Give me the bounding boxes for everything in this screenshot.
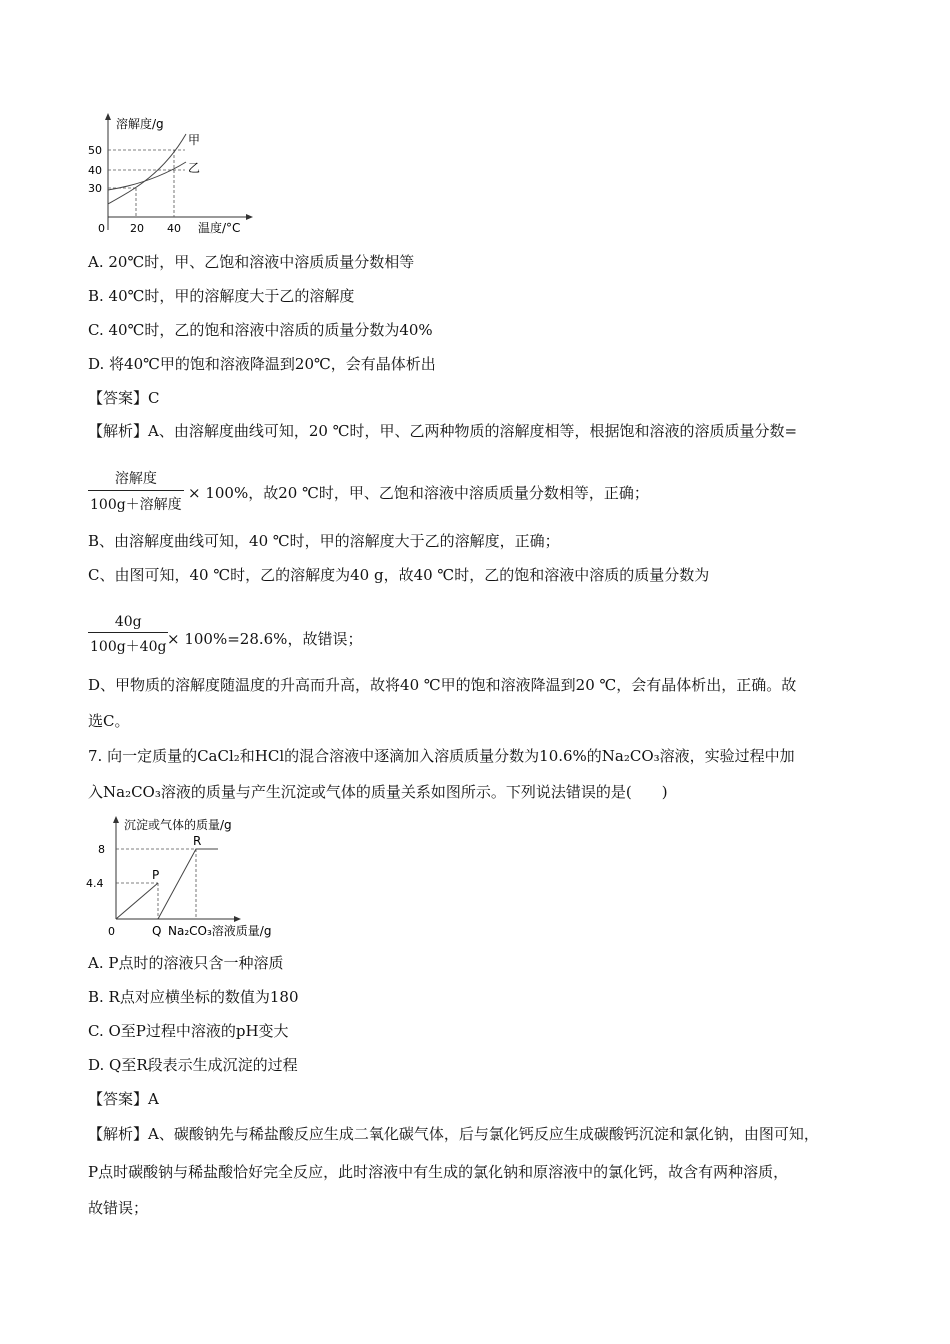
q7-analysis-line3: 故错误； [88, 1199, 149, 1217]
point-q-label: Q [152, 924, 162, 938]
origin-label: 0 [108, 925, 115, 938]
q6-analysis-d: D、甲物质的溶解度随温度的升高而升高，故将40 ℃甲的饱和溶液降温到20 ℃，会有晶体析出，正确。故 [88, 676, 797, 694]
q6-option-b: B. 40℃时，甲的溶解度大于乙的溶解度 [88, 287, 355, 305]
y-axis-label: 溶解度/g [116, 117, 164, 131]
y-tick-30: 30 [88, 182, 102, 195]
x-axis-label: Na₂CO₃溶液质量/g [168, 924, 272, 938]
point-r-label: R [193, 834, 202, 848]
q7-analysis-line2: P点时碳酸钠与稀盐酸恰好完全反应，此时溶液中有生成的氯化钠和原溶液中的氯化钙，故含有两种溶质， [88, 1163, 789, 1181]
q7-stem-line2: 入Na₂CO₃溶液的质量与产生沉淀或气体的质量关系如图所示。下列说法错误的是( ) [88, 783, 668, 801]
precipitate-line [158, 849, 218, 919]
q6-option-a: A. 20℃时，甲、乙饱和溶液中溶质质量分数相等 [88, 253, 415, 271]
q6-option-d: D. 将40℃甲的饱和溶液降温到20℃，会有晶体析出 [88, 355, 436, 373]
y-tick-4-4: 4.4 [86, 877, 104, 890]
q6-analysis-a-cont: × 100%，故20 ℃时，甲、乙饱和溶液中溶质质量分数相等，正确； [188, 484, 649, 502]
fraction-numerator: 40g [114, 614, 142, 630]
q7-option-a: A. P点时的溶液只含一种溶质 [88, 954, 284, 972]
series-label-jia: 甲 [188, 133, 201, 147]
y-tick-8: 8 [98, 843, 105, 856]
fraction-numerator: 溶解度 [114, 471, 157, 487]
q6-analysis-c: C、由图可知，40 ℃时，乙的溶解度为40 g，故40 ℃时，乙的饱和溶液中溶质的质量分数为 [88, 566, 710, 584]
y-axis-label: 沉淀或气体的质量/g [124, 818, 232, 832]
gas-line [116, 883, 158, 919]
q6-analysis-a: 【解析】A、由溶解度曲线可知，20 ℃时，甲、乙两种物质的溶解度相等，根据饱和溶液的溶质质量分数= [88, 422, 798, 440]
fraction-28-6 [88, 614, 168, 656]
x-tick-0: 0 [98, 222, 105, 235]
q6-answer: 【答案】C [88, 389, 160, 407]
q7-analysis-line1: 【解析】A、碳酸钠先与稀盐酸反应生成二氧化碳气体，后与氯化钙反应生成碳酸钙沉淀和氯化钠，由图可知， [88, 1125, 819, 1143]
point-p-label: P [152, 868, 160, 882]
fraction-denominator: 100g＋40g [88, 632, 168, 656]
fraction-denominator: 100g＋溶解度 [88, 490, 184, 514]
x-tick-20: 20 [130, 222, 144, 235]
q6-analysis-d-cont: 选C。 [88, 712, 130, 730]
q7-option-b: B. R点对应横坐标的数值为180 [88, 988, 299, 1006]
q7-stem-line1: 7. 向一定质量的CaCl₂和HCl的混合溶液中逐滴加入溶质质量分数为10.6%的Na₂CO₃溶液，实验过程中加 [88, 747, 795, 765]
y-tick-40: 40 [88, 164, 102, 177]
y-tick-50: 50 [88, 144, 102, 157]
q6-analysis-c-cont: × 100%=28.6%，故错误； [167, 630, 363, 648]
q7-option-d: D. Q至R段表示生成沉淀的过程 [88, 1056, 298, 1074]
x-tick-40: 40 [167, 222, 181, 235]
q6-analysis-b: B、由溶解度曲线可知，40 ℃时，甲的溶解度大于乙的溶解度，正确； [88, 532, 560, 550]
fraction-solubility [88, 468, 184, 514]
series-label-yi: 乙 [188, 161, 201, 175]
x-axis-label: 温度/°C [198, 221, 241, 235]
precipitate-chart [86, 815, 301, 940]
q7-answer: 【答案】A [88, 1090, 159, 1108]
q7-option-c: C. O至P过程中溶液的pH变大 [88, 1022, 289, 1040]
solubility-chart [88, 112, 258, 237]
q6-option-c: C. 40℃时，乙的饱和溶液中溶质的质量分数为40% [88, 321, 433, 339]
